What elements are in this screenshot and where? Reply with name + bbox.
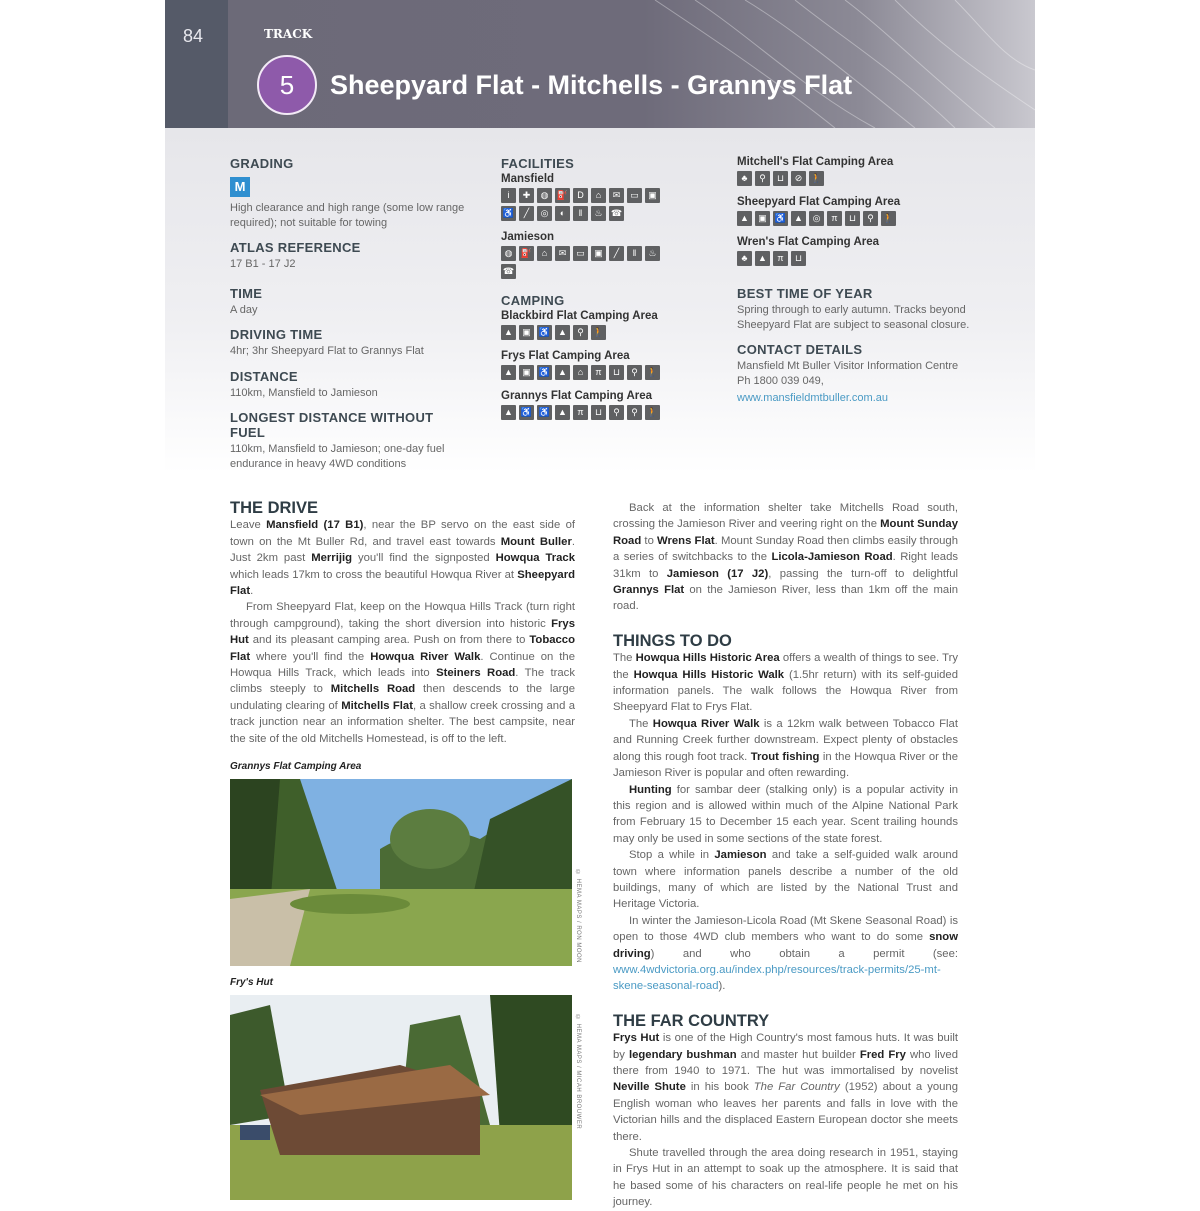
fishing-icon: ⚲ bbox=[609, 405, 624, 420]
text: . Right leads 31km to bbox=[613, 551, 959, 580]
paragraph bbox=[613, 650, 958, 716]
page-number: 84 bbox=[183, 26, 204, 46]
bold-text: Mitchells Flat bbox=[341, 699, 413, 712]
the-drive-heading: THE DRIVE bbox=[230, 499, 319, 517]
fishing-icon: ⚲ bbox=[627, 405, 642, 420]
paragraph bbox=[613, 716, 958, 782]
phone-icon: ☎ bbox=[501, 264, 516, 279]
driving-time-text: 4hr; 3hr Sheepyard Flat to Grannys Flat bbox=[230, 345, 424, 357]
icon-row bbox=[737, 171, 907, 186]
text: in his book bbox=[685, 1081, 754, 1094]
camping-area-name: Mitchell's Flat Camping Area bbox=[737, 156, 894, 168]
text: and take a self-guided walk around town where information panels describe a number of the old buildings, many of which are listed by the National Trust and Heritage Victoria. bbox=[613, 849, 958, 911]
bold-text: Howqua Hills Historic Area bbox=[635, 652, 780, 665]
camping-icon: ▲ bbox=[791, 211, 806, 226]
facilities-heading: FACILITIES bbox=[501, 156, 575, 171]
text: (1.5hr return) with its self-guided information panels. The walk follows the Howqua River from Sheepyard Flat to Frys Flat. bbox=[613, 668, 958, 714]
fireplace-icon: ⊔ bbox=[609, 365, 624, 380]
photo-credit: © HEMA MAPS / RON MOON bbox=[575, 870, 581, 964]
info-column-middle bbox=[501, 156, 701, 430]
fireplace-icon: ⊔ bbox=[773, 171, 788, 186]
walking-icon: 🚶 bbox=[591, 325, 606, 340]
text: ) and who obtain a permit (see: bbox=[650, 947, 958, 960]
text: In winter the Jamieson-Licola Road (Mt Skene Seasonal Road) is open to those 4WD club members who want to do some bbox=[613, 914, 958, 944]
bold-text: Hunting bbox=[629, 783, 672, 796]
camping-area bbox=[501, 310, 701, 340]
no-dogs-icon: ⊘ bbox=[791, 171, 806, 186]
text: , near the BP servo on the east side of town on the Mt Buller Rd, and travel east towards bbox=[230, 519, 575, 548]
bold-text: Merrijig bbox=[311, 552, 353, 565]
caravan-park-icon: ▣ bbox=[591, 246, 606, 261]
bold-text: Jamieson (17 J2) bbox=[666, 567, 769, 580]
text: to bbox=[641, 534, 658, 547]
toilets-icon: ♿ bbox=[537, 325, 552, 340]
contour-lines-decoration bbox=[635, 0, 1035, 128]
contact-section bbox=[737, 342, 977, 406]
bold-text: Fred Fry bbox=[859, 1048, 906, 1061]
lpg-icon: ♨ bbox=[645, 246, 660, 261]
fireplace-icon: ⊔ bbox=[845, 211, 860, 226]
phone-icon: ☎ bbox=[609, 206, 624, 221]
accommodation-icon: ▭ bbox=[627, 188, 642, 203]
things-to-do-heading: THINGS TO DO bbox=[613, 631, 732, 650]
toilets-icon: ♿ bbox=[519, 405, 534, 420]
shop-icon: ⌂ bbox=[537, 246, 552, 261]
camping-area bbox=[737, 196, 977, 226]
text: The Far Country bbox=[753, 1081, 840, 1094]
walking-icon: 🚶 bbox=[645, 365, 660, 380]
bush-camping-icon: ♣ bbox=[737, 171, 752, 186]
text: Shute travelled through the area doing research in 1951, staying in Frys Hut in an attempt to soak up the atmosphere. It is said that he based some of his characters on real-life people he met on his journey. bbox=[613, 1147, 958, 1209]
text: Back at the information shelter take Mitchells Road south, crossing the Jamieson River and veering right on the bbox=[613, 502, 958, 531]
facilities-list bbox=[501, 173, 701, 279]
camping-area-name: Grannys Flat Camping Area bbox=[501, 390, 653, 402]
track-info-panel bbox=[165, 128, 1035, 473]
info-icon: i bbox=[501, 188, 516, 203]
restaurant-icon: ‖ bbox=[627, 246, 642, 261]
article-column-right bbox=[613, 500, 958, 1211]
far-country-text bbox=[613, 1030, 958, 1210]
camping-list-continued bbox=[737, 156, 977, 266]
time-heading: TIME bbox=[230, 285, 263, 301]
fuel-section bbox=[230, 410, 470, 471]
hut-icon: ⌂ bbox=[573, 365, 588, 380]
text: for sambar deer (stalking only) is a popular activity in this region and is allowed within much of the Alpine National Park from February 15 to December 15 each year. Scent trailing hounds may only be used in some sections of the state forest. bbox=[613, 783, 958, 845]
icon-row bbox=[737, 251, 907, 266]
text: The bbox=[613, 652, 636, 665]
disabled-toilets-icon: ♿ bbox=[537, 405, 552, 420]
water-icon: ◎ bbox=[809, 211, 824, 226]
text: who lived there from 1940 to 1971. The hut was immortalised by novelist bbox=[613, 1048, 958, 1077]
icon-row bbox=[501, 365, 671, 380]
paragraph bbox=[230, 517, 575, 599]
icon-row bbox=[501, 325, 671, 340]
bold-text: Mansfield (17 B1) bbox=[266, 519, 364, 532]
track-header bbox=[165, 0, 1035, 128]
text: and its pleasant camping area. Push on from there to bbox=[248, 634, 530, 647]
photo-caption: Grannys Flat Camping Area bbox=[230, 761, 362, 772]
bold-text: Frys Hut bbox=[230, 617, 575, 647]
camping-icon: ▲ bbox=[555, 325, 570, 340]
contact-heading: CONTACT DETAILS bbox=[737, 342, 863, 357]
toilets-icon: ♿ bbox=[501, 206, 516, 221]
bold-text: Howqua River Walk bbox=[370, 650, 481, 663]
best-time-section bbox=[737, 286, 977, 332]
text: . bbox=[250, 585, 254, 598]
fuel-icon: ⛽ bbox=[519, 246, 534, 261]
restaurant-icon: ‖ bbox=[573, 206, 588, 221]
camping-icon: ▲ bbox=[755, 251, 770, 266]
photo-credit: © HEMA MAPS / MICAH BROUWER bbox=[575, 1015, 581, 1130]
grade-badge: M bbox=[230, 177, 250, 197]
icon-row bbox=[501, 405, 671, 420]
contact-phone: Ph 1800 039 049, bbox=[737, 374, 824, 387]
the-drive-text bbox=[230, 517, 575, 747]
paragraph bbox=[613, 500, 958, 615]
grannys-flat-photo bbox=[230, 779, 572, 966]
track-number-badge: 5 bbox=[257, 55, 317, 115]
paragraph bbox=[613, 847, 958, 913]
permit-link[interactable]: www.4wdvictoria.org.au/index.php/resources/track-permits/25-mt-skene-seasonal-road bbox=[613, 963, 941, 993]
track-label: TRACK bbox=[264, 27, 313, 41]
mechanic-icon: ╱ bbox=[519, 206, 534, 221]
fishing-icon: ⚲ bbox=[755, 171, 770, 186]
paragraph bbox=[613, 1030, 958, 1145]
post-office-icon: ✉ bbox=[609, 188, 624, 203]
bold-text: Mount Buller bbox=[500, 535, 572, 548]
fuel-text: 110km, Mansfield to Jamieson; one-day fuel endurance in heavy 4WD conditions bbox=[230, 443, 445, 470]
distance-heading: DISTANCE bbox=[230, 368, 298, 384]
camping-area-name: Wren's Flat Camping Area bbox=[737, 236, 880, 248]
bold-text: Steiners Road bbox=[436, 667, 516, 680]
tent-icon: ▲ bbox=[501, 325, 516, 340]
text: . Continue on the Howqua Hills Track, which leads into bbox=[230, 650, 576, 680]
text: in the Howqua River or the Jamieson River is popular and often rewarding. bbox=[613, 750, 958, 780]
bold-text: Mount Sunday Road bbox=[613, 518, 958, 547]
picnic-table-icon: π bbox=[827, 211, 842, 226]
camping-area-name: Blackbird Flat Camping Area bbox=[501, 310, 658, 322]
text: From Sheepyard Flat, keep on the Howqua Hills Track (turn right through campground), taking the short diversion into historic bbox=[230, 601, 575, 630]
shop-icon: ⌂ bbox=[591, 188, 606, 203]
fuel-heading: LONGEST DISTANCE WITHOUT FUEL bbox=[230, 410, 434, 440]
bold-text: Jamieson bbox=[714, 849, 767, 862]
diesel-fuel-icon: D bbox=[573, 188, 588, 203]
text: . Mount Sunday Road then climbs easily through a series of switchbacks to the bbox=[613, 534, 958, 564]
paragraph bbox=[613, 1145, 958, 1211]
time-section bbox=[230, 286, 470, 318]
facility-place-name: Mansfield bbox=[501, 173, 555, 185]
article-column-left bbox=[230, 500, 575, 747]
tent-icon: ▲ bbox=[737, 211, 752, 226]
bold-text: Trout fishing bbox=[750, 750, 820, 763]
bold-text: Neville Shute bbox=[613, 1081, 686, 1094]
facility-place bbox=[501, 231, 701, 279]
distance-section bbox=[230, 369, 470, 401]
bold-text: Licola-Jamieson Road bbox=[771, 551, 893, 564]
text: Stop a while in bbox=[629, 849, 715, 862]
toilets-icon: ♿ bbox=[773, 211, 788, 226]
fishing-icon: ⚲ bbox=[627, 365, 642, 380]
fireplace-icon: ⊔ bbox=[791, 251, 806, 266]
icon-row bbox=[501, 246, 671, 279]
camping-area bbox=[737, 236, 977, 266]
camping-area bbox=[501, 350, 701, 380]
best-time-text: Spring through to early autumn. Tracks beyond Sheepyard Flat are subject to seasonal closure. bbox=[737, 304, 970, 331]
page-title: Sheepyard Flat - Mitchells - Grannys Flat bbox=[330, 70, 853, 100]
bold-text: snow driving bbox=[613, 931, 958, 960]
tent-icon: ▲ bbox=[501, 365, 516, 380]
camping-icon: ▲ bbox=[555, 365, 570, 380]
camping-area bbox=[501, 390, 701, 420]
bold-text: Tobacco Flat bbox=[230, 634, 575, 663]
text: ). bbox=[718, 980, 726, 993]
info-column-left bbox=[230, 156, 470, 481]
atlas-section bbox=[230, 240, 470, 272]
text: where you'll find the bbox=[250, 650, 371, 663]
walking-icon: 🚶 bbox=[645, 405, 660, 420]
bold-text: Howqua Hills Historic Walk bbox=[633, 668, 785, 681]
fishing-icon: ⚲ bbox=[863, 211, 878, 226]
bold-text: Howqua Track bbox=[495, 552, 575, 565]
atlas-heading: ATLAS REFERENCE bbox=[230, 240, 361, 255]
caravan-park-icon: ▣ bbox=[645, 188, 660, 203]
info-column-right bbox=[737, 156, 977, 416]
tent-icon: ▲ bbox=[501, 405, 516, 420]
toilets-icon: ♿ bbox=[537, 365, 552, 380]
time-text: A day bbox=[230, 303, 258, 316]
far-country-heading: THE FAR COUNTRY bbox=[613, 1011, 770, 1030]
contact-name: Mansfield Mt Buller Visitor Information Centre bbox=[737, 360, 959, 372]
facility-place bbox=[501, 173, 701, 221]
guidebook-page bbox=[165, 0, 1035, 1209]
bold-text: Wrens Flat bbox=[657, 534, 715, 547]
text: (1952) about a young English woman who leaves her parents and falls in love with the Victorian hills and the displaced Eastern European doctor she meets there. bbox=[613, 1081, 958, 1143]
picnic-table-icon: π bbox=[591, 365, 606, 380]
text: The bbox=[629, 717, 653, 730]
fireplace-icon: ⊔ bbox=[591, 405, 606, 420]
caravan-icon: ▣ bbox=[755, 211, 770, 226]
bush-camping-icon: ♣ bbox=[737, 251, 752, 266]
laundromat-icon: ◍ bbox=[501, 246, 516, 261]
bold-text: legendary bushman bbox=[628, 1048, 737, 1061]
camping-heading: CAMPING bbox=[501, 293, 565, 308]
paragraph bbox=[613, 782, 958, 848]
camping-area bbox=[737, 156, 977, 186]
text: , a shallow creek crossing and a track junction near an information shelter. The best campsite, near the site of the old Mitchells Homestead, is off to the left. bbox=[230, 699, 576, 745]
text: is a 12km walk between Tobacco Flat and Running Creek further downstream. Expect plenty of obstacles along this rough foot track. bbox=[613, 717, 958, 763]
picnic-table-icon: π bbox=[573, 405, 588, 420]
caravan-icon: ▣ bbox=[519, 325, 534, 340]
paragraph bbox=[230, 599, 575, 747]
text: Leave bbox=[230, 519, 267, 532]
distance-text: 110km, Mansfield to Jamieson bbox=[230, 386, 378, 399]
hospital-icon: ✚ bbox=[519, 188, 534, 203]
facility-place-name: Jamieson bbox=[501, 231, 555, 243]
picnic-table-icon: π bbox=[773, 251, 788, 266]
grading-text: High clearance and high range (some low range required); not suitable for towing bbox=[230, 202, 465, 229]
photo-caption: Fry's Hut bbox=[230, 977, 273, 988]
icon-row bbox=[501, 188, 671, 221]
text: is one of the High Country's most famous huts. It was built by bbox=[613, 1032, 958, 1061]
fuel-icon: ⛽ bbox=[555, 188, 570, 203]
accommodation-icon: ▭ bbox=[573, 246, 588, 261]
contact-website-link[interactable]: www.mansfieldmtbuller.com.au bbox=[737, 392, 889, 404]
text: and master hut builder bbox=[736, 1048, 860, 1061]
post-office-icon: ✉ bbox=[555, 246, 570, 261]
camping-list bbox=[501, 310, 701, 420]
bold-text: Frys Hut bbox=[613, 1032, 660, 1045]
lpg-icon: ♨ bbox=[591, 206, 606, 221]
walking-icon: 🚶 bbox=[881, 211, 896, 226]
text: on the Jamieson River, less than 1km off the main road. bbox=[613, 584, 958, 613]
bold-text: Howqua River Walk bbox=[652, 717, 760, 730]
best-time-heading: BEST TIME OF YEAR bbox=[737, 286, 873, 301]
camping-icon: ▲ bbox=[555, 405, 570, 420]
bold-text: Grannys Flat bbox=[613, 584, 685, 597]
driving-time-heading: DRIVING TIME bbox=[230, 327, 323, 342]
grading-heading: GRADING bbox=[230, 156, 294, 171]
text: . The track climbs steeply to bbox=[230, 667, 575, 696]
text: . Just 2km past bbox=[230, 535, 576, 565]
text: then descends to the large undulating clearing of bbox=[230, 683, 575, 712]
bold-text: Mitchells Road bbox=[330, 683, 416, 696]
the-drive-text-continued bbox=[613, 500, 958, 615]
camping-area-name: Sheepyard Flat Camping Area bbox=[737, 196, 901, 208]
frys-hut-photo bbox=[230, 995, 572, 1200]
things-to-do-text bbox=[613, 650, 958, 995]
fishing-icon: ⚲ bbox=[573, 325, 588, 340]
walking-icon: 🚶 bbox=[809, 171, 824, 186]
bold-text: Sheepyard Flat bbox=[230, 568, 575, 598]
grading-section bbox=[230, 156, 470, 230]
mechanic-icon: ╱ bbox=[609, 246, 624, 261]
caravan-icon: ▣ bbox=[519, 365, 534, 380]
text: you'll find the signposted bbox=[352, 552, 496, 565]
gas-icon: ◐ bbox=[555, 206, 570, 221]
page-number-strip bbox=[165, 0, 228, 128]
laundromat-icon: ◍ bbox=[537, 188, 552, 203]
tyres-icon: ◎ bbox=[537, 206, 552, 221]
camping-area-name: Frys Flat Camping Area bbox=[501, 350, 630, 362]
driving-time-section bbox=[230, 327, 470, 359]
paragraph bbox=[613, 913, 958, 995]
text: offers a wealth of things to see. Try the bbox=[613, 652, 959, 681]
icon-row bbox=[737, 211, 907, 226]
text: , passing the turn-off to delightful bbox=[768, 567, 958, 580]
text: which leads 17km to cross the beautiful Howqua River at bbox=[230, 568, 518, 581]
atlas-text: 17 B1 - 17 J2 bbox=[230, 258, 296, 270]
